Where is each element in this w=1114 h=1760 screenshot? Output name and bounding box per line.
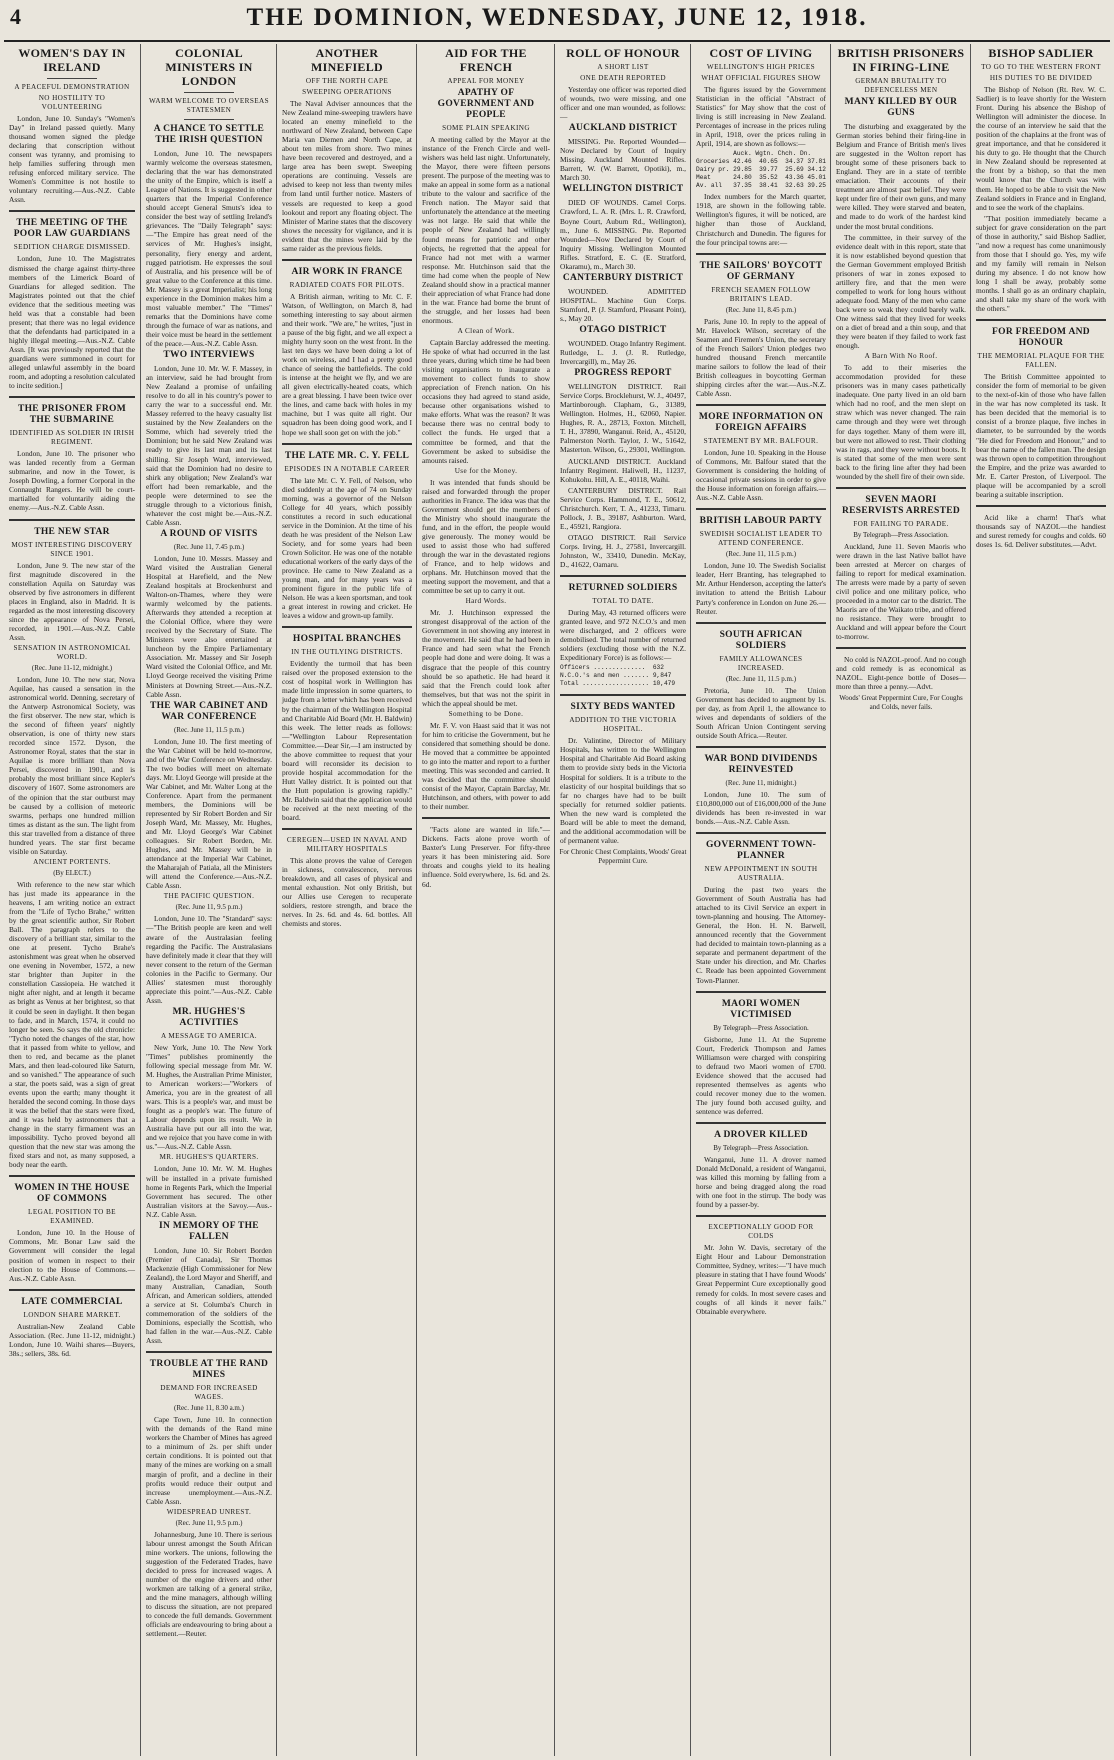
subheading: HIS DUTIES TO BE DIVIDED	[989, 74, 1093, 82]
article-body: OTAGO DISTRICT. Rail Service Corps. Irving, H. J., 27581, Invercargill. Johnston, W., 33410, Dunedin. McKay, D., 41622, Oamaru.	[560, 532, 686, 570]
article-body: The disturbing and exaggerated by the German stories behind their firing-line in Belgium and France of British men's lives are suggested in the Wolton report has brought some of these prisoners back to England. They are in a state of terrible emaciation. Their accounts of their treatment are almost past belief. They were kept under fire of their own guns, and many were killed. They were starved and beaten, and made to do work of the hardest kind under the most brutal conditions.	[836, 122, 966, 231]
article-body: WELLINGTON DISTRICT. Rail Service Corps. Brocklehurst, W. J., 40497, Martinborough. Clapham, G., 31389, Wellington. Holmes, H., 62060, Napier. Hughes, R. A., 28713, Foxton. Mitchell, T. H., 37890, Wanganui. Reid, A., 45120, Palmerston North. Taylor, J. W., 51642, Masterton. Wilson, G., 29301, Wellington.	[560, 382, 686, 455]
article-body: Dr. Valintine, Director of Military Hospitals, has written to the Wellington Hospital and Charitable Aid Board asking them to provide sixty beds in the Victoria Hospital for soldiers. It is a tribute to the elasticity of our hospital buildings that so far no charges have had to be built specially for returned soldier patients. When the new ward is completed the Board will be able to meet the demand, and the additional accommodation will be of permanent value.	[560, 736, 686, 845]
headline: BISHOP SADLIER	[988, 46, 1094, 60]
dateline: (Rec. June 11, 7.45 p.m.)	[173, 542, 245, 551]
article-women-commons	[4, 1183, 140, 1282]
subheading: FOR FAILING TO PARADE.	[853, 519, 949, 528]
divider	[184, 119, 234, 120]
subheading: WHAT OFFICIAL FIGURES SHOW	[701, 74, 821, 82]
advertisement-colds	[691, 1223, 831, 1315]
article-body: The figures issued by the Government Statistician in the official "Abstract of Statistics" for May show that the cost of living is still increasing in New Zealand. Percentages of increase in the prices ruling in April, 1918, over the prices ruling in April, 1914, are shown as follows:—	[696, 85, 826, 149]
headline: AIR WORK IN FRANCE	[291, 266, 403, 277]
article-aid-french	[417, 46, 555, 811]
newspaper-title: THE DOMINION, WEDNESDAY, JUNE 12, 1918.	[246, 4, 868, 31]
ad-body: This alone proves the value of Ceregen in sickness, convalescence, nervous breakdown, and all cases of physical and mental exhaustion. Not only British, but our Allies use Ceregen to recuperate soldiers, restore strength, and brace the nerves. In 2s. 6d. and 4s. 6d. bottles. All chemists and stores.	[282, 856, 412, 929]
dateline: By Telegraph—Press Association.	[853, 530, 949, 539]
divider	[976, 505, 1106, 507]
article-body: DIED OF WOUNDS. Camel Corps. Crawford, L. A. R. (Mrs. L. R. Crawford, Boyne Court, Auburn Rd., Wellington), m., June 6. MISSING. Pte. Reported Wounded—Now Declared by Court of Inquiry Missing. Wellington Mounted Rifles. Stratford, E. C. (E. Stratford, Okaramu), m., March 30.	[560, 198, 686, 271]
ad-headline: CEREGEN—USED IN NAVAL AND MILITARY HOSPITALS	[286, 836, 408, 854]
article-body: London, June 10. The Swedish Socialist leader, Herr Branting, has telegraphed to Mr. Arthur Henderson, accepting the latter's invitation to attend the British Labour Party's conference in London on June 26.—Reuter.	[696, 561, 826, 616]
article-body: CANTERBURY DISTRICT. Rail Service Corps. Hammond, T. E., 50612, Christchurch. Kerr, T. A., 41233, Timaru. Pollock, J. B., 39187, Ashburton. Ward, E., 45921, Rangiora.	[560, 485, 686, 531]
divider	[696, 508, 826, 510]
dateline: (Rec. June 11, 11.5 p.m.)	[725, 550, 797, 559]
headline: AID FOR THE FRENCH	[445, 46, 527, 74]
article-body: London, June 10. The sum of £10,800,000 out of £16,000,000 of the June dividends has been re-invested in war bonds.—Aus.-N.Z. Cable Assn.	[696, 789, 826, 827]
column-1	[4, 44, 140, 1756]
divider	[560, 575, 686, 577]
article-body: The Naval Adviser announces that the New Zealand mine-sweeping trawlers have located an enemy minefield to the northward of New Zealand, between Cape Maria van Diemen and North Cape, at about ten miles from shore. Two mines have been recovered and destroyed, and a large area has been swept. Sweeping operations are continuing. Vessels are advised to keep not less than twenty miles from land until further notice. Masters of vessels are requested to keep a good lookout and report any floating object. The Minister of Marine states that the discovery shows the necessity for vigilance, and it is evident that the mines were laid by the same raider as the previous fields.	[282, 99, 412, 253]
headline: SIXTY BEDS WANTED	[570, 702, 676, 713]
subheading: ONE DEATH REPORTED	[580, 74, 666, 82]
divider	[146, 1351, 272, 1353]
headline: TWO INTERVIEWS	[163, 350, 255, 361]
ad-headline: EXCEPTIONALLY GOOD FOR COLDS	[708, 1223, 814, 1241]
dateline: (By ELECT.)	[53, 868, 91, 877]
headline: THE NEW STAR	[34, 526, 110, 537]
headline: MANY KILLED BY OUR GUNS	[844, 97, 958, 118]
column-5	[554, 44, 691, 1756]
headline: WOMEN IN THE HOUSE OF COMMONS	[14, 1183, 130, 1205]
article-british-prisoners	[831, 46, 971, 481]
divider	[47, 78, 97, 79]
divider	[696, 746, 826, 748]
headline: MAORI WOMEN VICTIMISED	[721, 998, 801, 1020]
subheading: TO GO TO THE WESTERN FRONT	[981, 63, 1101, 71]
returned-soldiers-table: Officers .............. 632 N.C.O.'s and men ....... 9,847 Total .................. 10,479	[560, 664, 676, 688]
article-body: Pretoria, June 10. The Union Government has decided to augment by 1s. per day, as from April 1, the allowance to wives and dependants of soldiers of the South African Union Contingent serving outside South Africa.—Reuter.	[696, 685, 826, 740]
article-bishop-sadlier	[971, 46, 1111, 313]
article-submarine-prisoner	[4, 404, 140, 512]
article-body: London, June 10. Sunday's "Women's Day" in Ireland passed quietly. Many thousand women signed the pledge declaring that conscription without consent was tyranny, and promising to help families suffering through men refusing enforced military service. The Women's Committee is not hostile to voluntary recruiting.—Aus.-N.Z. Cable Assn.	[9, 114, 135, 205]
subheading: THE PACIFIC QUESTION.	[163, 892, 255, 901]
divider	[696, 622, 826, 624]
article-body: Index numbers for the March quarter, 1918, are shown in the following table. Wellington's figures, it will be noticed, are higher than those of Auckland, Christchurch and Dunedin. The figures for the four principal towns are:—	[696, 192, 826, 247]
article-body: Paris, June 10. In reply to the appeal of Mr. Havelock Wilson, secretary of the Seamen and Firemen's Union, the secretary of the French Sailors' Union pledges two hundred thousand French mercantile marine sailors to follow the lead of their British colleagues in boycotting German shipping circles after the war.—Aus.-N.Z. Cable Assn.	[696, 316, 826, 398]
divider	[696, 253, 826, 255]
article-body: London, June 9. The new star of the first magnitude discovered in the constellation Aquila on Saturday was observed by five astronomers in different places in England, also in Madrid. It is regarded as the most interesting discovery since the appearance of Nova Persei, recorded, in 1901.—Aus.-N.Z. Cable Assn.	[9, 560, 135, 642]
article-body: "That position immediately became a subject for grave consideration on the part of those in authority," said Bishop Sadlier, "and now a request has come unanimously from those that I should go. Yes, my wife and my family will remain in Nelson during my absence. I do not know how long I shall be away, probably some months. I shall go as an ordinary chaplain, and shall take my share of the work with the others."	[976, 213, 1106, 314]
dateline: (Rec. June 11, 9.5 p.m.)	[175, 903, 243, 912]
subheading: SOME PLAIN SPEAKING	[442, 124, 530, 132]
article-body: London, June 10. The first meeting of the War Cabinet will be held to-morrow, and of the War Conference on Wednesday. The two bodies will meet on alternate days. Mr. Lloyd George will preside at the War Cabinet, and Mr. Walter Long at the Conference. Apart from the permanent members, the Dominions will be represented by Sir Robert Borden and Sir Joseph Ward, Mr. Massey, Mr. Hughes, and Mr. Lloyd George's War Cabinet colleagues. Sir Robert Borden, Mr. Hughes, and Mr. Massey will be in attendance at the Imperial War Cabinet, the Maharajah of Patiala, all the Ministers will attend the Conference.—Aus.-N.Z. Cable Assn.	[146, 736, 272, 891]
article-body: During May, 43 returned officers were granted leave, and 972 N.C.O.'s and men were discharged, and 2 officers were demobilised. The total number of returned soldiers (excluding those with the N.Z. Expeditionary Force) is as follows:—	[560, 608, 686, 663]
advertisement-nazol-charm	[971, 513, 1111, 549]
ad-body: Mr. John W. Davis, secretary of the Eight Hour and Labour Demonstration Committee, Sydney, writes:—"I have much pleasure in stating that I have found Woods' Great Peppermint Cure exceptionally good remedy for colds. In most severe cases and coughs of all kinds it never fails." Obtainable everywhere.	[696, 1243, 826, 1316]
article-body: London, June 10. The prisoner who was landed recently from a German submarine, and now in the Tower, is Joseph Dowling, a former Corporal in the Connaught Rangers. He will be court-martialled for voluntarily aiding the enemy.—Aus.-N.Z. Cable Assn.	[9, 449, 135, 513]
ad-body: No cold is NAZOL-proof. And no cough and cold remedy is as economical as NAZOL. Eight-pence bottle of Doses—more than three a penny.—Advt.	[836, 655, 966, 692]
divider	[976, 319, 1106, 321]
article-body: London, June 10. The new star, Nova Aquilae, has caused a sensation in the astronomical world. Denning, secretary of the Antwerp Astronomical Society, was the first observer. The new star, which is the second of fifteen years' nightly observation, is one of thirty new stars recorded since 1572. Dyson, the Astronomer Royal, states that the star in Aquilae is more brilliant than Nova Persei, discovered in 1901, and is probably the most brilliant since Kepler's discovery of 1607. Some astronomers are of the opinion that the star outburst may be caused by a collision of meteoric swarms, perhaps one hundred million times as distant as the sun. The light from this star travelled from a distance of three hundred years. The star first became visible on Saturday.	[9, 674, 135, 856]
divider	[696, 404, 826, 406]
column-7	[830, 44, 971, 1756]
article-body: London, June 10. Sir Robert Borden (Premier of Canada), Sir Thomas Mackenzie (High Commissioner for New Zealand), the Lord Mayor and Sheriff, and many Australian, Canadian, South African, and American soldiers, attended a service at St. Columba's Church in commemoration of the soldiers of the Dominions, especially the Scottish, who had fallen in the war.—Aus.-N.Z. Cable Assn.	[146, 1245, 272, 1346]
headline: HOSPITAL BRANCHES	[292, 634, 402, 645]
advertisement-peppermint: Woods' Great Peppermint Cure, For Coughs and Colds, never fails.	[839, 694, 963, 712]
headline: WAR BOND DIVIDENDS REINVESTED	[704, 753, 818, 775]
subheading: ANCIENT PORTENTS.	[33, 857, 111, 866]
headline: SEVEN MAORI RESERVISTS ARRESTED	[841, 494, 961, 516]
district-heading: WELLINGTON DISTRICT	[562, 184, 684, 195]
dateline: (Rec. June 11, 8.45 p.m.)	[725, 305, 797, 314]
divider	[184, 92, 234, 93]
headline: APATHY OF GOVERNMENT AND PEOPLE	[437, 88, 535, 120]
column-3	[276, 44, 417, 1756]
article-body: Wanganui, June 11. A drover named Donald McDonald, a resident of Wanganui, was killed this morning by falling from a horse and being dragged along the road with one foot in the stirrup. The body was found by a passer-by.	[696, 1155, 826, 1210]
dateline: By Telegraph—Press Association.	[713, 1144, 809, 1152]
article-body: Auckland, June 11. Seven Maoris who were drawn in the last Native ballot have been arrested at Mercer on charges of failing to report for medical examination. The arrests were made by a party of seven civil police and one military police, who proceeded in a motor car to the district. The Maoris are of the Waikato tribe, and offered no resistance. They were brought to Auckland and will appear before the Court to-morrow.	[836, 541, 966, 642]
article-body: London, June 10. The newspapers warmly welcome the overseas statesmen, declaring that the war has demonstrated the unity of the Empire, which is itself a League of Nations. It is suggested in other quarters that the Imperial Conference should accept General Smuts's idea to consider the best way of settling Ireland's grievances. The "Daily Telegraph" says:—"The Empire has great need of the services of Mr. Hughes's insight, personality, fiery energy and ardent, rugged patriotism. He expresses the soul of Australia, and his presence will be of great value to the Conference at this time. Mr. Massey is a great Imperialist; his long experience in the Dominion makes him a most valuable member." The "Times" remarks that the Dominions have come through the furnace of war as nations, and their voice must be heard in the settlement of the peace.—Aus.-N.Z. Cable Assn.	[146, 149, 272, 348]
subheading: ADDITION TO THE VICTORIA HOSPITAL.	[569, 716, 677, 734]
divider	[836, 647, 966, 649]
article-body: A meeting called by the Mayor at the instance of the French Circle and well-wishers was held last night. Unfortunately, the Mayor, there were fifteen persons present. The purpose of the meeting was to make an appeal in some form as a national tribute to the valour and sacrifice of the French nation. The Mayor said that unfortunately the attendance at the meeting was not large. He said that while the people of New Zealand had willingly found means for patriotic and other objects, he regretted that the appeal for France had not met with a warmer response. Mr. Hutchinson said that the time had come when the people of New Zealand should show in a practical manner their appreciation of what France had done in the war. France had borne the brunt of the struggle, and her losses had been enormous.	[422, 135, 550, 325]
divider	[9, 519, 135, 521]
article-body: Captain Barclay addressed the meeting. He spoke of what had occurred in the last three years, during which time he had been visiting organisations to inaugurate a movement to collect funds to show appreciation of French nation. On his occasions they had agreed to stand aside, because other organisations wished to make efforts. What was the reason? It was because there was no central body to collect the funds. He urged that a committee be formed, and that the Government be asked to subsidise the amounts raised.	[422, 337, 550, 465]
article-rand-mines	[141, 1359, 277, 1638]
subheading: MOST INTERESTING DISCOVERY SINCE 1901.	[11, 540, 133, 558]
subheading: LEGAL POSITION TO BE EXAMINED.	[28, 1208, 116, 1226]
subheading: THE MEMORIAL PLAQUE FOR THE FALLEN.	[977, 352, 1105, 370]
column-8	[970, 44, 1111, 1756]
headline: THE MEETING OF THE POOR LAW GUARDIANS	[13, 218, 131, 240]
article-freedom-honour	[971, 327, 1111, 499]
headline: TROUBLE AT THE RAND MINES	[149, 1359, 269, 1381]
masthead-rule	[4, 40, 1110, 42]
headline: SOUTH AFRICAN SOLDIERS	[719, 629, 803, 651]
district-heading: OTAGO DISTRICT	[579, 324, 667, 335]
dateline: (Rec. June 11, 9.5 p.m.)	[175, 1518, 243, 1527]
headline: THE LATE MR. C. Y. FELL	[284, 450, 410, 461]
subheading: A PEACEFUL DEMONSTRATION	[14, 83, 130, 91]
article-body: The British Committee appointed to consider the form of memorial to be given to the next-of-kin of those who have fallen in the war has now completed its task. It has been decided that the memorial is to consist of a bronze plaque, five inches in diameter, to be surrounded by the words "He died for Freedom and Honour," and to bear the name of the fallen man. The design was thrown open to competition throughout the Empire, and the prize was awarded to Mr. E. Carter Preston, of Liverpool. The plaque will be accompanied by a scroll bearing a suitable inscription.	[976, 372, 1106, 499]
headline: BRITISH PRISONERS IN FIRING-LINE	[837, 46, 965, 74]
subheading: OFF THE NORTH CAPE	[305, 77, 389, 85]
divider	[422, 817, 550, 819]
article-body: Mr. J. Hutchinson expressed the strongest disapproval of the action of the Government in not showing any interest in the movement. He said that he had been in France and had seen what the French people had done and were doing. It was a disgrace that the people of this country should be so apathetic. He had heard it said that the French could look after themselves, but that was not the spirit in which the appeal should be met.	[422, 608, 550, 708]
subheading: DEMAND FOR INCREASED WAGES.	[160, 1384, 258, 1402]
subheading: APPEAL FOR MONEY	[447, 77, 525, 85]
subheading: IDENTIFIED AS SOLDIER IN IRISH REGIMENT.	[9, 429, 135, 447]
subheading: A SHORT LIST	[597, 63, 649, 71]
article-town-planner	[691, 840, 831, 985]
page-number: 4	[10, 4, 21, 29]
masthead	[0, 0, 1114, 40]
column-6	[690, 44, 831, 1756]
article-body: Cape Town, June 10. In connection with the demands of the Rand mine workers the Chamber of Mines has agreed to a minimum of 2s. per shift under certain conditions. It is pointed out that many of the mines are working on a small margin of profit, and a decline in their profits would reduce their output and increase unemployment.—Aus.-N.Z. Cable Assn.	[146, 1415, 272, 1506]
ad-body: Acid like a charm! That's what thousands say of NAZOL—the handiest and surest remedy for coughs and colds. 60 doses 1s. 6d. Deliver substitutes.—Advt.	[976, 512, 1106, 549]
article-body: The committee, in their survey of the evidence dealt with in this report, state that it is now established beyond question that the German Government employed British prisoners of war in zones exposed to artillery fire, and that the men were compelled to work for long hours without adequate food. Many of the men who came back were so weak they could barely walk. One witness said that they lived for weeks on a diet of bread and a thin soup, and that they were beaten if they failed to work fast enough.	[836, 232, 966, 351]
dateline: (Rec. June 11, 11.5 p.m.)	[173, 725, 245, 734]
article-body: Yesterday one officer was reported died of wounds, two were missing, and one officer and one man wounded, as follows:—	[560, 85, 686, 122]
headline: GOVERNMENT TOWN-PLANNER	[705, 840, 817, 862]
article-hospital-branches	[277, 634, 417, 822]
column-4	[416, 44, 555, 1756]
subheading: A Barn With No Roof.	[864, 352, 938, 361]
dateline: (Rec. June 11, midnight.)	[725, 778, 797, 787]
article-body: MISSING. Pte. Reported Wounded—Now Declared by Court of Inquiry Missing. Auckland Mounted Rifles. Barrett, W. (W. Barrett, Opotiki), m., March 30.	[560, 137, 686, 183]
subheading: Use for the Money.	[454, 466, 518, 475]
dateline: By Telegraph—Press Association.	[713, 1023, 809, 1032]
subheading: STATEMENT BY MR. BALFOUR.	[703, 437, 819, 446]
article-womens-day	[4, 46, 140, 204]
article-body: A British airman, writing to Mr. C. F. Watson, of Wellington, on March 8, had something interesting to say about airmen and their work. "We are," he writes, "just in a pause of the big fight, and we all expect a mighty hurry soon on the west front. In the last ten days we have been doing a lot of work on wireless, and I had a pretty good chance of seeing the battlefields. The cold is intense at the height we fly, and we are all given electrically-heated coats, which are a great blessing. I have been twice over the lines, and came back with holes in my machine, but I was quite all right. Our squadron has been doing good work, and I hope we shall soon get on with the job."	[282, 291, 412, 437]
dateline: (Rec. June 11, 8.30 a.m.)	[174, 1404, 244, 1413]
district-heading: CANTERBURY DISTRICT	[562, 272, 684, 283]
article-war-bond	[691, 754, 831, 826]
price-table: Auck. Wgtn. Chch. Dn. Groceries 42.46 40.65 34.37 37.81 Dairy pr. 29.85 39.77 25.69 34.12 Meat 24.80 35.52 43.36 45.01 Av. all 37.35 38.41 32.63 39.25	[696, 150, 826, 190]
headline: COLONIAL MINISTERS IN LONDON	[165, 46, 253, 88]
article-body: London, June 10. Mr. W. F. Massey, in an interview, said he had brought from New Zealand a promise of unfailing resolve to do all in his country's power to carry the war to a successful end. Mr. Massey referred to the heavy casualty list sustained by the New Zealanders on the Somme, which had severely tried the Dominion; but he said New Zealand was ready to give its last man and its last shilling. Sir Joseph Ward, interviewed, said that the Dominion had no desire to shirk any obligation; New Zealand's war effort had been remarkable, and the people were determined to see the struggle through to a victorious finish, whatever the cost might be.—Aus.-N.Z. Cable Assn.	[146, 364, 272, 527]
subheading: SWEDISH SOCIALIST LEADER TO ATTEND CONFERENCE.	[699, 530, 823, 548]
headline: WOMEN'S DAY IN IRELAND	[18, 46, 126, 74]
article-south-african	[691, 630, 831, 740]
subheading: NEW APPOINTMENT IN SOUTH AUSTRALIA.	[704, 865, 818, 883]
divider	[282, 259, 412, 261]
article-returned-soldiers	[555, 583, 691, 688]
headline: THE SAILORS' BOYCOTT OF GERMANY	[699, 260, 823, 282]
article-body: London, June 10. In the House of Commons, Mr. Bonar Law said the Government will consider the legal position of women in respect to their election to the House of Commons.—Aus.-N.Z. Cable Assn.	[9, 1228, 135, 1283]
divider	[9, 1289, 135, 1291]
divider	[560, 694, 686, 696]
subheading: A MESSAGE TO AMERICA.	[161, 1031, 257, 1040]
article-body: WOUNDED. ADMITTED HOSPITAL. Machine Gun Corps. Stamford, P. (J. Stamford, Pleasant Point), s., May 20.	[560, 286, 686, 323]
article-body: With reference to the new star which has just made its appearance in the heavens, I am writing notice an extract from the "Life of Tycho Brahe," written by the great scientific author, Sir Robert Ball. The paragraph refers to the discovery of a brilliant star, similar to the one at present. Tycho Brahe's astonishment was great when he observed one evening in November, 1572, a new star brighter than Jupiter in the constellation Cassiopeia. He watched it night after night, and at length it became as bright as Venus at her brightest, so that it could be seen in daylight. It then began to fade, and in March, 1574, it could no longer be seen. So says the old chronicle: "Tycho noted the changes of the star, how that it passed from white to yellow, and then to red, and became as the planet Mars, and then lead-coloured like Saturn, and so vanished." The appearance of such a star, the poets said, was a sign of great events upon the earth; many thought it heralded the second coming. In those days it was the belief that the stars were fixed, and it was held by astronomers that a change in the starry firmament was an impossibility. Tycho proved beyond all question that the new star was among the fixed stars and not, as many supposed, a body near the earth.	[9, 879, 135, 1170]
subheading: LONDON SHARE MARKET.	[23, 1310, 121, 1319]
newspaper-columns	[4, 44, 1110, 1756]
article-body: WOUNDED. Otago Infantry Regiment. Rutledge, L. J. (J. R. Rutledge, Invercargill), m., May 26.	[560, 338, 687, 367]
subheading: MR. HUGHES'S QUARTERS.	[159, 1153, 259, 1162]
column-2	[140, 44, 277, 1756]
article-body: London, June 10. The Magistrates dismissed the charge against thirty-three members of the Limerick Board of Guardians for alleged sedition. The Magistrates pointed out that the chief evidence that the seditious meeting was held was that a constable had been present; that there was no legal evidence that the defendants had participated in a highly illegal meeting.—Aus.-N.Z. Cable Assn. [It was previously reported that the guardians were summoned in court for alleged unlawful assembly in the board room, and adopting a resolution calculated to incite sedition.]	[9, 254, 136, 391]
article-body: Gisborne, June 11. At the Supreme Court, Frederick Thompson and James Williamson were charged with conspiring to defraud two Maori women of £700. Evidence showed that the accused had represented themselves as agents who could recover money due to the women. The jury found both accused guilty, and sentence was deferred.	[696, 1034, 826, 1116]
headline: A DROVER KILLED	[714, 1130, 808, 1140]
article-foreign-affairs	[691, 412, 831, 502]
headline: ANOTHER MINEFIELD	[310, 46, 384, 74]
subheading: Hard Words.	[465, 597, 507, 606]
article-labour-party	[691, 516, 831, 615]
advertisement-ceregen	[277, 836, 417, 928]
subheading: WELLINGTON'S HIGH PRICES	[706, 63, 816, 71]
headline: ROLL OF HONOUR	[566, 46, 680, 60]
divider	[696, 1215, 826, 1217]
article-body: London, June 10. Messrs. Massey and Ward visited the Australian General Hospital at Harefield, and the New Zealand hospitals at Brockenhurst and Walton-on-Thames, where they were warmly welcomed by the patients. Afterwards they attended a reception at the Colonial Office, where they were received by the Secretary of State. The Ministers were also entertained at luncheon by the Empire Parliamentary Association. Mr. Massey and Sir Joseph Ward visited the Colonial Office, and Mr. Lloyd George received the visiting Prime Ministers at Downing Street.—Aus.-N.Z. Cable Assn.	[146, 553, 272, 699]
article-body: AUCKLAND DISTRICT. Auckland Infantry Regiment. Haliwell, H., 11237, Kohukohu. Hill, A. E., 40118, Waihi.	[560, 456, 686, 484]
divider	[9, 1175, 135, 1177]
divider	[282, 626, 412, 628]
subheading: WIDESPREAD UNREST.	[166, 1507, 252, 1516]
subheading: SEDITION CHARGE DISMISSED.	[13, 243, 131, 252]
article-cost-of-living	[691, 46, 831, 247]
subheading: SENSATION IN ASTRONOMICAL WORLD.	[13, 643, 131, 661]
article-minefield	[277, 46, 417, 253]
article-drover-killed	[691, 1130, 831, 1209]
dateline: (Rec. June 11-12, midnight.)	[31, 663, 113, 672]
article-new-star	[4, 527, 140, 1170]
headline: A CHANCE TO SETTLE THE IRISH QUESTION	[153, 124, 265, 145]
headline: RETURNED SOLDIERS	[568, 583, 678, 594]
divider	[696, 832, 826, 834]
district-heading: PROGRESS REPORT	[574, 368, 672, 379]
article-sixty-beds	[555, 702, 691, 845]
headline: COST OF LIVING	[709, 46, 813, 60]
article-body: Evidently the turmoil that has been raised over the proposed extension to the cost of hospital work in Wellington has made little impression in some quarters, to judge from a letter which has been received by the chairman of the Wellington Hospital and Charitable Aid Board (Mr. H. Baldwin) this week. The letter reads as follows:—"Wellington Labour Representation Committee.—Dear Sir,—I am instructed by the above committee to request that your board will reconsider its decision to provide hospital accommodation for the Hutt Valley district. It is pointed out that the Hutt population is growing rapidly." Mr. Baldwin said that the application would be received at the next meeting of the board.	[282, 659, 412, 823]
article-late-commercial	[4, 1297, 140, 1358]
district-heading: AUCKLAND DISTRICT	[568, 123, 678, 134]
headline: MR. HUGHES'S ACTIVITIES	[172, 1006, 246, 1028]
subheading: FRENCH SEAMEN FOLLOW BRITAIN'S LEAD.	[711, 285, 811, 303]
subheading: NO HOSTILITY TO VOLUNTEERING	[38, 94, 106, 111]
headline: LATE COMMERCIAL	[21, 1296, 123, 1307]
article-body: It was intended that funds should be raised and forwarded through the proper authorities in France. The idea was that the Government should get the members of the Ministry who should inaugurate the fund, and in the effort, the people would give generously. The money would be used to assist those who had suffered through the war in the devastated regions of France, and to help widows and orphans. Mr. Hutchinson moved that the meeting support the movement, and that a committee be set up to carry it out.	[422, 477, 550, 596]
headline: BRITISH LABOUR PARTY	[699, 516, 823, 527]
divider	[282, 828, 412, 830]
subheading: EPISODES IN A NOTABLE CAREER	[284, 464, 410, 473]
subheading: RADIATED COATS FOR PILOTS.	[289, 280, 405, 289]
headline: THE WAR CABINET AND WAR CONFERENCE	[149, 700, 269, 722]
divider	[696, 1122, 826, 1124]
subheading: A Clean of Work.	[457, 326, 515, 335]
advertisement-nazol	[831, 655, 971, 712]
article-maori-women	[691, 999, 831, 1116]
article-poor-law	[4, 218, 140, 390]
article-body: New York, June 10. The New York "Times" publishes prominently the following special message from Mr. W. M. Hughes, the Australian Prime Minister, to American workers:—"Workers of America, you are in the greatest of all wars. This is a people's war, and must be fought as a people's war. The future of Labour depends upon its result. We in Australia have put our all into the war, and we rejoice that you have come in with us."—Aus.-N.Z. Cable Assn.	[146, 1042, 272, 1152]
article-body: The late Mr. C. Y. Fell, of Nelson, who died suddenly at the age of 74 on Sunday morning, was a governor of the Nelson College for 40 years, which possibly constitutes a record in such educational service in the Dominion. At the time of his death he was president of the Nelson Law Society, and for some years had been Crown Solicitor. He was one of the notable educational workers of the early days of the province. He came to New Zealand as a young man, and for many years was a prominent figure in the public life of Nelson. He was a keen sportsman, and took a great interest in rowing and cricket. He leaves a widow and grown-up family.	[282, 475, 412, 621]
article-air-work	[277, 267, 417, 437]
article-body: London, June 10. Speaking in the House of Commons, Mr. Balfour stated that the Government is considering the holding of occasional private sessions in order to give the House information on foreign affairs.—Aus.-N.Z. Cable Assn.	[696, 448, 826, 503]
headline: MORE INFORMATION ON FOREIGN AFFAIRS	[698, 412, 824, 434]
subheading: Something to be Done.	[448, 709, 524, 718]
article-body: Mr. F. V. von Haast said that it was not for him to criticise the Government, but he considered that something should be done. He moved that a committee be appointed to go into the matter and report to a further meeting. This was seconded and carried. It was decided that the committee should consist of the Mayor, Captain Barclay, Mr. Hutchinson, and others, with power to add to their number.	[422, 720, 550, 812]
subheading: IN THE OUTLYING DISTRICTS.	[291, 648, 403, 657]
subheading: TOTAL TO DATE.	[592, 597, 654, 606]
article-body: London, June 10. Mr. W. M. Hughes will be installed in a private furnished home in Regents Park, which the Imperial Government has secured. The other Australian visitors at the Savoy.—Aus.-N.Z. Cable Assn.	[146, 1164, 272, 1219]
article-roll-of-honour	[555, 46, 691, 569]
article-maori-reservists	[831, 495, 971, 642]
article-colonial-ministers	[141, 46, 277, 1345]
subheading: WARM WELCOME TO OVERSEAS STATESMEN	[148, 97, 269, 114]
article-body: London, June 10. The "Standard" says:—"The British people are keen and well aware of the Australasian feeling regarding the Pacific. The Australasians have definitely made it clear that they will never consent to the return of the German colonies in the Pacific to Germany. Our Allies' statesmen must thoroughly appreciate this point."—Aus.-N.Z. Cable Assn.	[146, 914, 272, 1005]
headline: THE PRISONER FROM THE SUBMARINE	[17, 404, 127, 426]
ad-body: "Facts alone are wanted in life."—Dickens. Facts alone prove worth of Baxter's Lung Preserver. For fifty-three years it has been ministering aid. Sore throats and coughs yield to its healing influence. Sold everywhere, 1s. 6d. and 2s. 6d.	[422, 825, 550, 889]
divider	[9, 210, 135, 212]
divider	[282, 443, 412, 445]
advertisement-peppermint: For Chronic Chest Complaints, Woods' Great Peppermint Cure.	[559, 847, 687, 865]
advertisement-lung-preserver	[417, 825, 555, 888]
subheading: GERMAN BRUTALITY TO DEFENCELESS MEN	[855, 77, 947, 94]
headline: IN MEMORY OF THE FALLEN	[159, 1220, 259, 1242]
article-body: Australian-New Zealand Cable Association. (Rec. June 11-12, midnight.) London, June 10. Waihi shares—Buyers, 38s.; sellers, 38s. 6d.	[9, 1321, 135, 1358]
dateline: (Rec. June 11, 11.5 p.m.)	[725, 674, 797, 683]
article-body: The Bishop of Nelson (Rt. Rev. W. C. Sadlier) is to leave shortly for the Western Front. During his absence the Bishop of Wellington will administer the diocese. In the course of an interview he said that the position of the chaplains at the front was of great importance, and that he considered it his duty to go. He thought that the Church in New Zealand should be represented at the front by a bishop, so that the men would know that the Church was with them. He hoped to be able to visit the New Zealand soldiers in France and in England, and to see the work of the chaplains.	[976, 85, 1106, 212]
article-body: To add to their miseries the accommodation provided for these prisoners was in many cases pathetically inadequate. One party lived in an old barn which had no roof, and the men slept on straw which was never changed. The rain came through and they were wet through for days together. Many of them were ill, but were not allowed to rest. Their clothing was in rags, and they were without boots. It is stated that some of the men were sent back to the firing line after they had been wounded by the shell fire of their own side.	[836, 363, 966, 481]
divider	[836, 487, 966, 489]
divider	[696, 991, 826, 993]
article-fell	[277, 451, 417, 621]
article-sailors-boycott	[691, 261, 831, 398]
article-body: During the past two years the Government of South Australia has had attached to its Civil Service an expert in town-planning and housing. The Attorney-General, the Hon. H. N. Barwell, announced recently that the Government had decided to maintain town-planning as a separate and permanent department of the State under his direction, and Mr. Charles C. Reade has been appointed Government Town-Planner.	[696, 885, 826, 985]
subheading: FAMILY ALLOWANCES INCREASED.	[719, 654, 803, 672]
subheading: SWEEPING OPERATIONS	[302, 88, 392, 96]
divider	[9, 396, 135, 398]
headline: FOR FREEDOM AND HONOUR	[992, 327, 1090, 349]
article-body: Johannesburg, June 10. There is serious labour unrest amongst the South African mine workers. The unions, following the suggestion of the Federated Trades, have decided to press for increased wages. A number of the engine drivers and other workmen are talking of a general strike, and the mine managers, although willing to discuss the situation, are not prepared to concede the full demands. Government officials are endeavouring to bring about a settlement.—Reuter.	[146, 1529, 272, 1639]
headline: A ROUND OF VISITS	[160, 528, 258, 539]
